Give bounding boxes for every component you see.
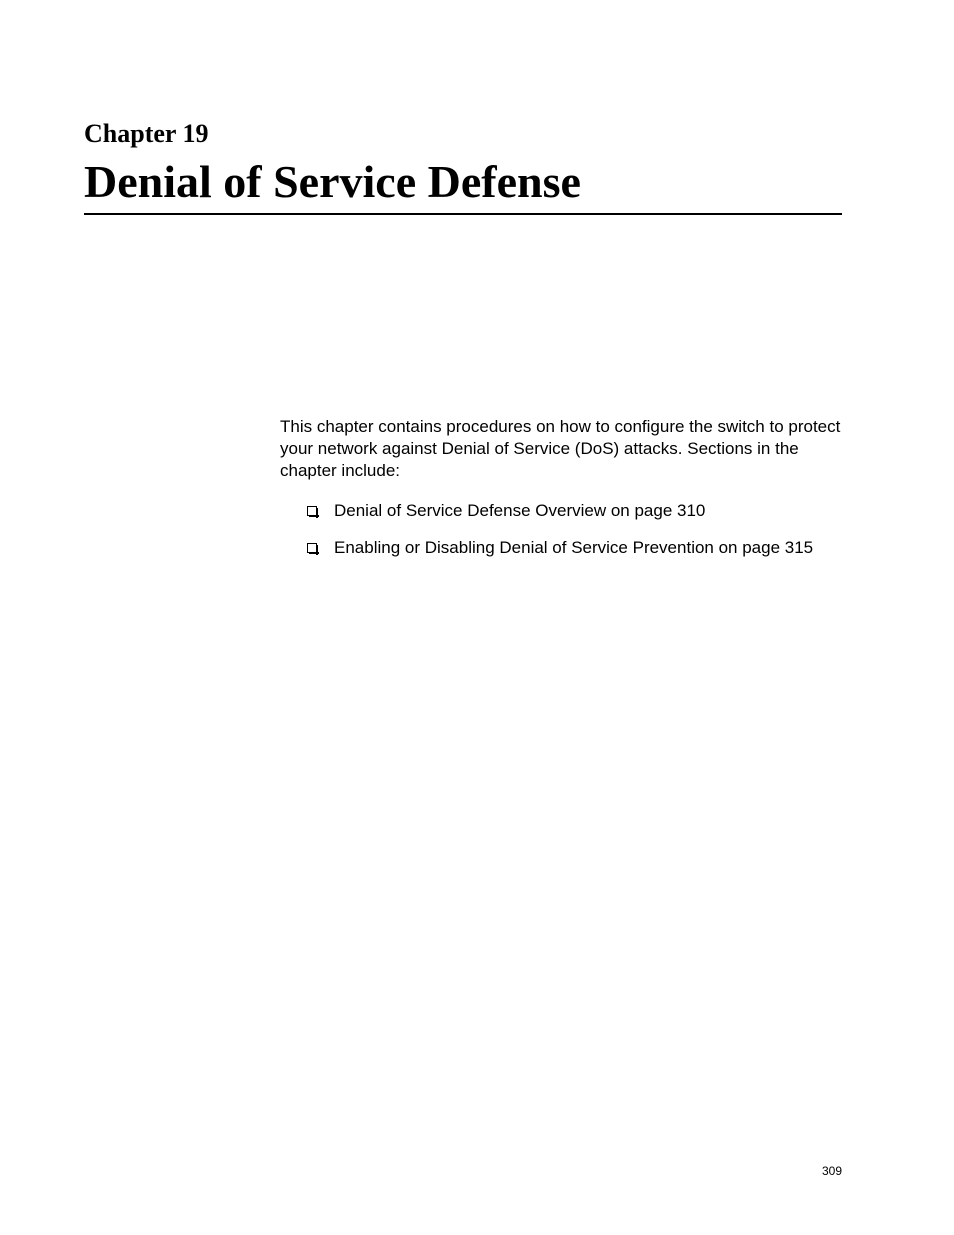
section-list [307, 500, 813, 574]
list-item[interactable] [307, 500, 813, 522]
intro-paragraph: This chapter contains procedures on how to configure the switch to protect your network against Denial of Service (DoS) attacks. Sections in the chapter include: [280, 417, 841, 480]
section-link-enabling-disabling[interactable]: Enabling or Disabling Denial of Service Prevention on page 315 [334, 538, 814, 557]
section-link-overview[interactable]: Denial of Service Defense Overview on page 310 [334, 501, 706, 520]
checkbox-icon [307, 506, 317, 516]
chapter-title: Denial of Service Defense [84, 156, 581, 207]
chapter-label: Chapter 19 [84, 119, 209, 148]
list-item[interactable] [307, 537, 813, 559]
checkbox-icon [307, 543, 317, 553]
page-number: 309 [821, 1164, 842, 1178]
title-divider [84, 213, 842, 215]
